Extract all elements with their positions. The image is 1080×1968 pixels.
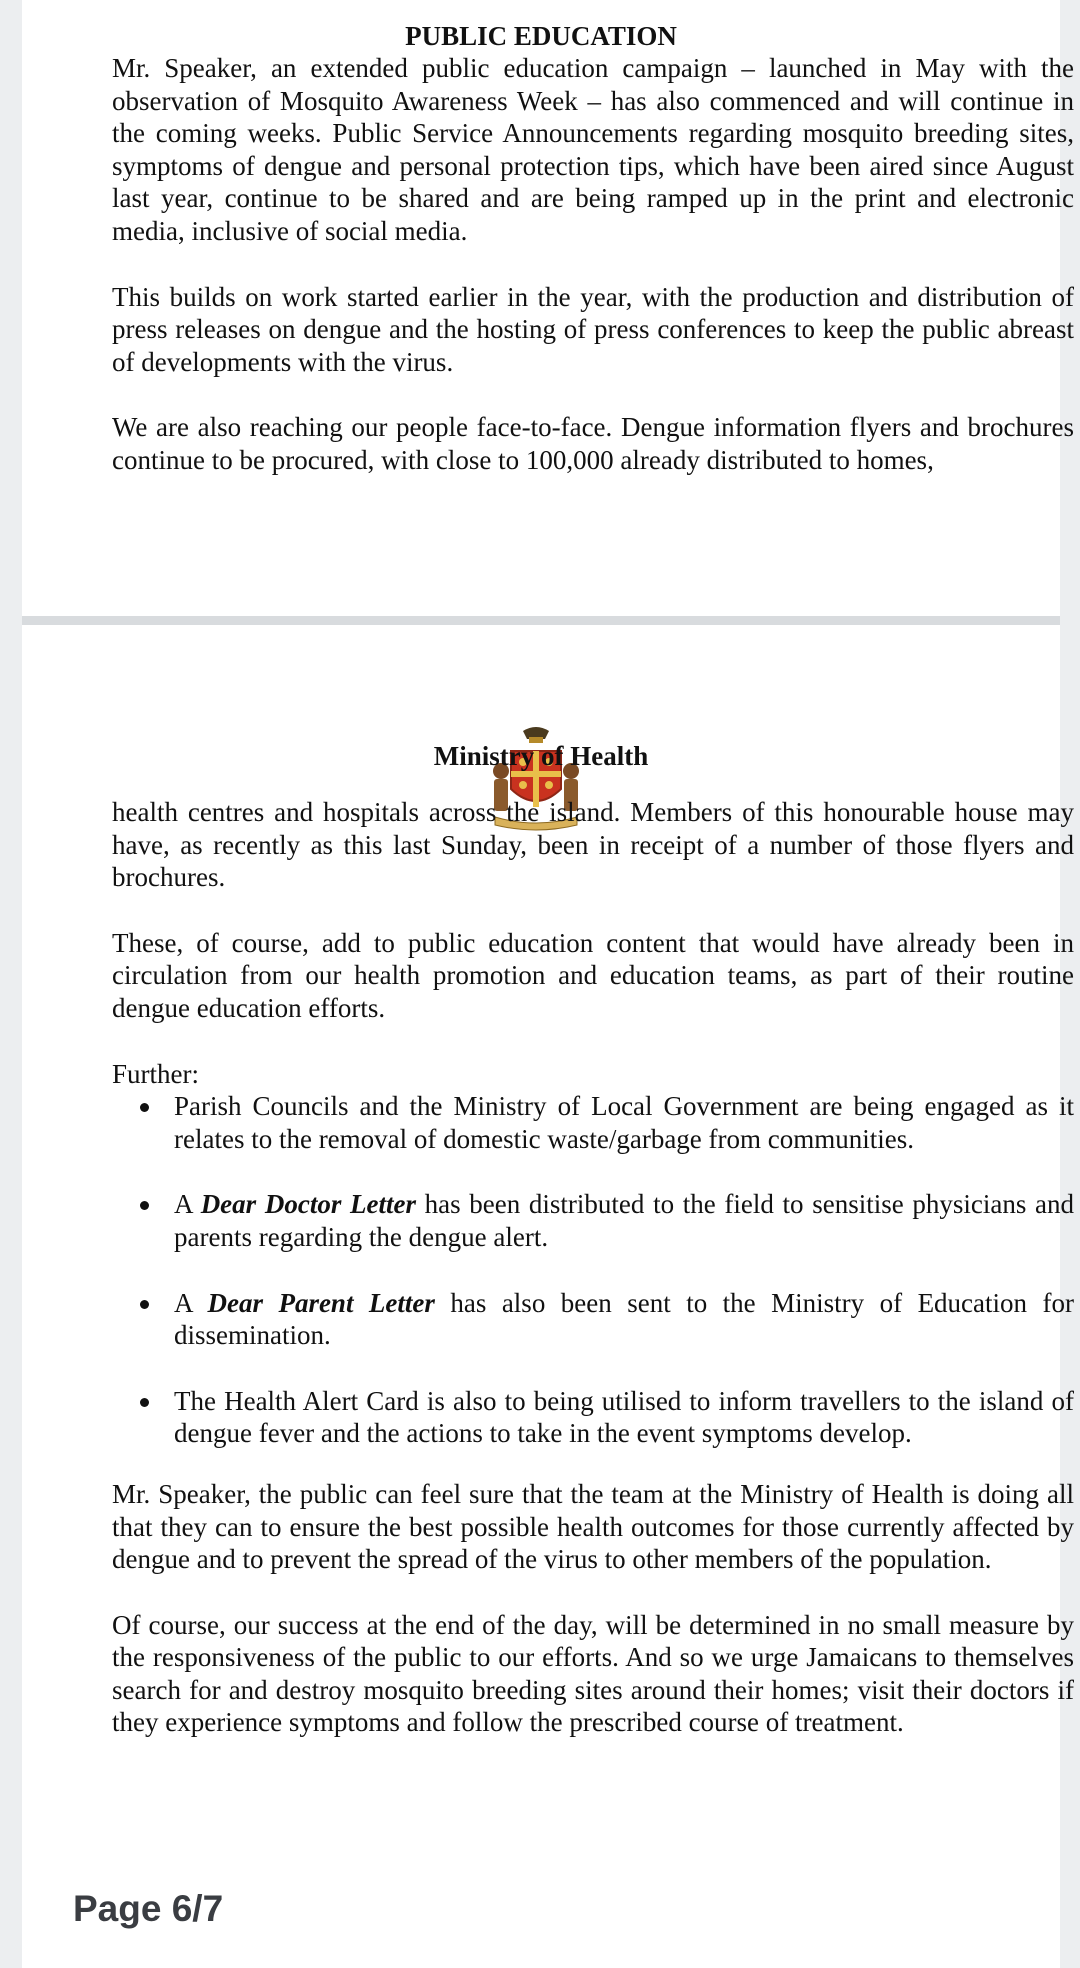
- further-label: Further:: [112, 1058, 199, 1089]
- page-header: [22, 673, 1060, 793]
- paragraph: These, of course, add to public education content that would have already been in circulation from our health promotion and education teams, as part of their routine dengue education efforts.: [112, 927, 1074, 1023]
- bullet-icon: [140, 1201, 149, 1210]
- paragraph: Mr. Speaker, the public can feel sure that the team at the Ministry of Health is doing all that they can to ensure the best possible health outcomes for those currently affected by dengue and to prevent the spread of the virus to other members of the population.: [112, 1478, 1074, 1575]
- paragraph: This builds on work started earlier in the year, with the production and distribution of press releases on dengue and the hosting of press conferences to keep the public abreast of developments with the virus.: [112, 281, 1074, 377]
- document-page-7: [22, 625, 1074, 1968]
- document-page-6-top: [22, 0, 1074, 616]
- section-heading: PUBLIC EDUCATION: [405, 21, 677, 51]
- bullet-icon: [140, 1103, 149, 1112]
- bullet-icon: [140, 1300, 149, 1309]
- paragraph: Mr. Speaker, an extended public education campaign – launched in May with the observation of Mosquito Awareness Week – has also commenced and will continue in the coming weeks. Public Service Announcements regarding mosquito breeding sites, symptoms of dengue and personal protection tips, which have been aired since August last year, continue to be shared and are being ramped up in the print and electronic media, inclusive of social media.: [112, 53, 1074, 246]
- page-body: [112, 796, 1074, 1739]
- list-item: A Dear Doctor Letter has been distributed to the field to sensitise physicians and parents regarding the dengue alert.: [112, 1188, 1074, 1253]
- page-divider: [22, 616, 1060, 625]
- bullet-list: [112, 1090, 1074, 1450]
- list-item: The Health Alert Card is also to being utilised to inform travellers to the island of dengue fever and the actions to take in the event symptoms develop.: [112, 1385, 1074, 1450]
- bullet-icon: [140, 1398, 149, 1407]
- paragraph: We are also reaching our people face-to-face. Dengue information flyers and brochures continue to be procured, with close to 100,000 already distributed to homes,: [112, 412, 1074, 475]
- list-item: A Dear Parent Letter has also been sent to the Ministry of Education for dissemination.: [112, 1287, 1074, 1352]
- page-body: [112, 52, 1074, 477]
- paragraph: Of course, our success at the end of the day, will be determined in no small measure by the responsiveness of the public to our efforts. And so we urge Jamaicans to themselves search for and destroy mosquito breeding sites around their homes; visit their doctors if they experience symptoms and follow the prescribed course of treatment.: [112, 1609, 1074, 1738]
- page-indicator: Page 6/7: [73, 1888, 224, 1929]
- ministry-header: Ministry of Health: [433, 741, 649, 771]
- paragraph: health centres and hospitals across the island. Members of this honourable house may have, as recently as this last Sunday, been in receipt of a number of those flyers and brochures.: [112, 797, 1074, 893]
- list-item: Parish Councils and the Ministry of Local Government are being engaged as it relates to the removal of domestic waste/garbage from communities.: [112, 1090, 1074, 1155]
